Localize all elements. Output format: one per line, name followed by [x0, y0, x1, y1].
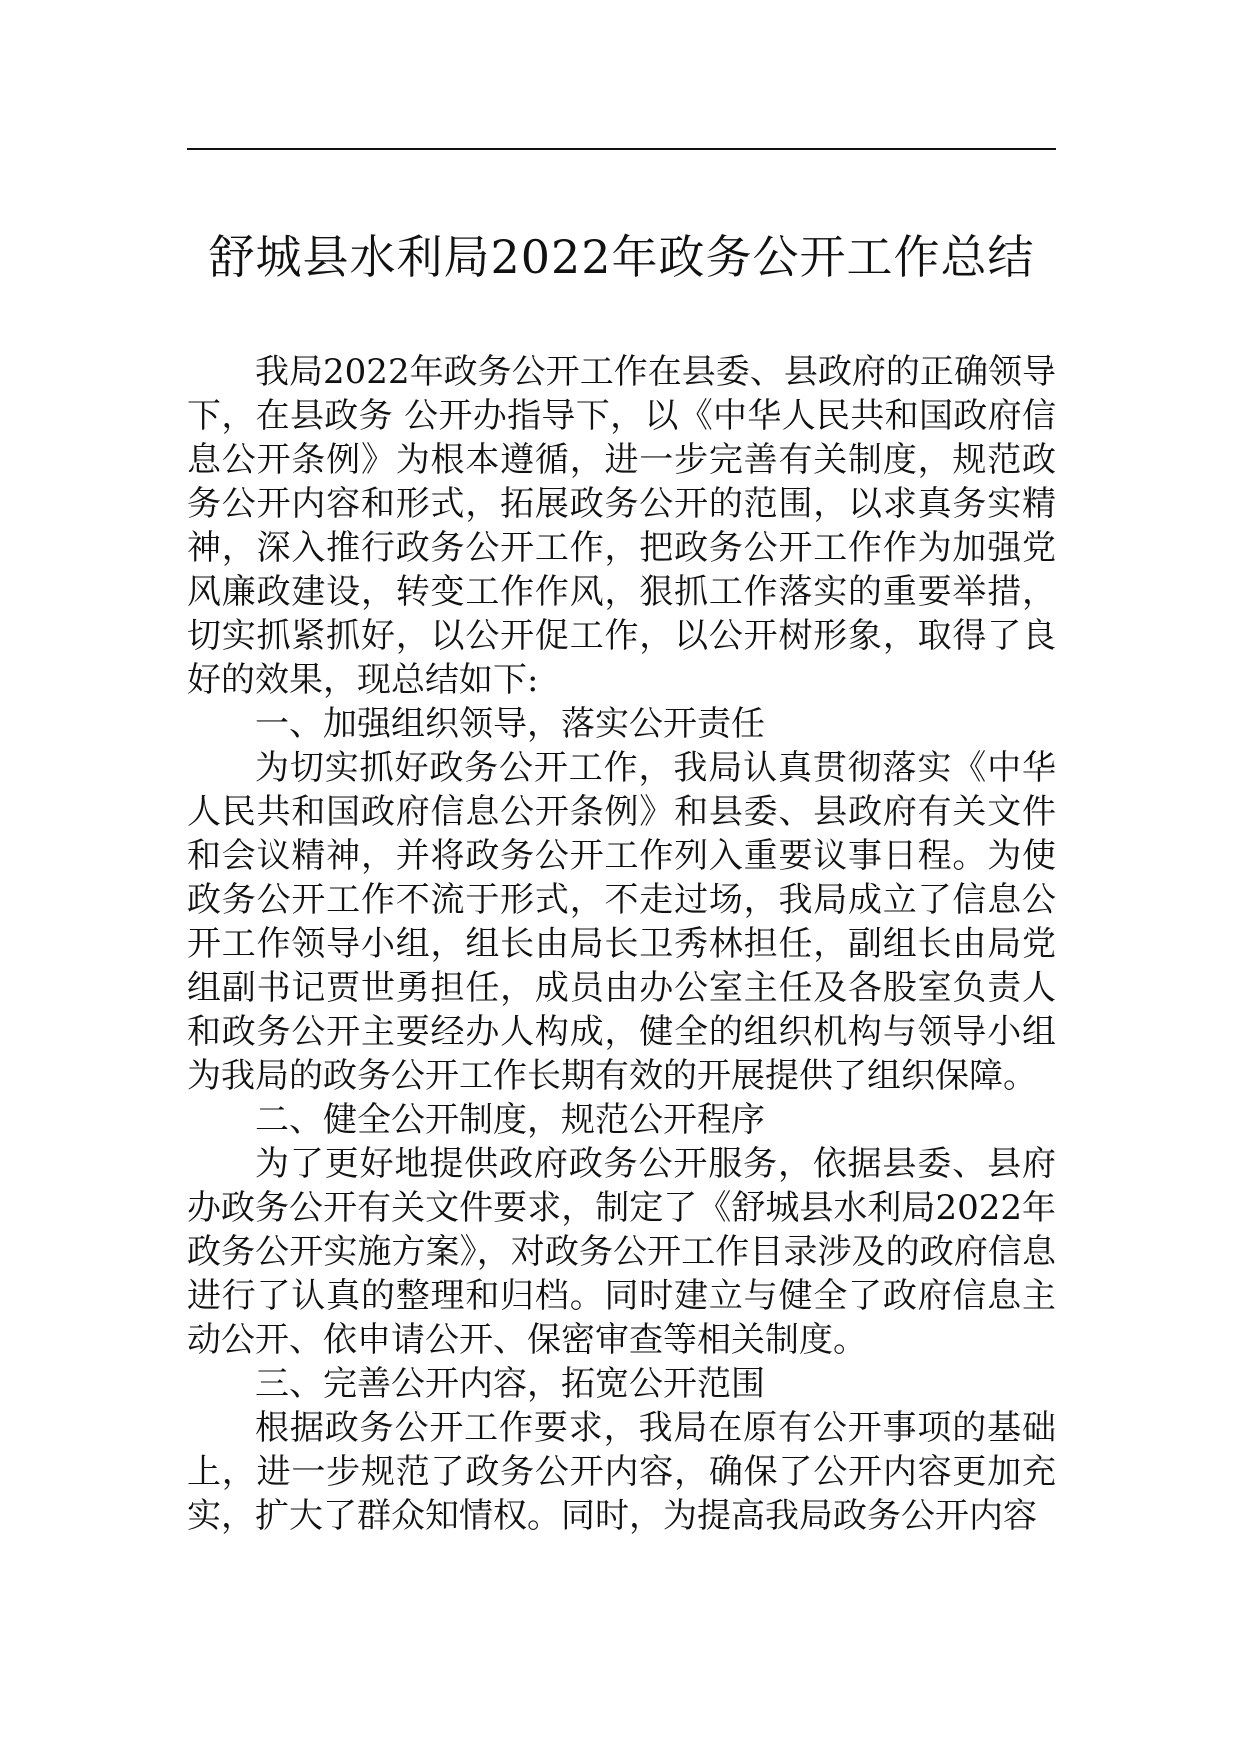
section-1-paragraph: 为切实抓好政务公开工作，我局认真贯彻落实《中华人民共和国政府信息公开条例》和县委、县政府有关文件和会议精神，并将政务公开工作列入重要议事日程。为使政务公开工作不流于形式，不走过场，我局成立了信息公开工作领导小组，组长由局长卫秀林担任，副组长由局党组副书记贾世勇担任，成员由办公室主任及各股室负责人和政务公开主要经办人构成，健全的组织机构与领导小组为我局的政务公开工作长期有效的开展提供了组织保障。 [187, 748, 1056, 1096]
document-body [187, 350, 1056, 1538]
header-rule [187, 148, 1056, 150]
section-2-paragraph: 为了更好地提供政府政务公开服务，依据县委、县府办政务公开有关文件要求，制定了《舒城县水利局2022年政务公开实施方案》，对政务公开工作目录涉及的政府信息进行了认真的整理和归档。同时建立与健全了政府信息主动公开、依申请公开、保密审查等相关制度。 [187, 1144, 1056, 1360]
section-3-heading: 三、完善公开内容，拓宽公开范围 [255, 1364, 765, 1404]
document-title: 舒城县水利局2022年政务公开工作总结 [208, 230, 1035, 284]
section-1-heading: 一、加强组织领导，落实公开责任 [255, 704, 765, 744]
intro-paragraph: 我局2022年政务公开工作在县委、县政府的正确领导下，在县政务 公开办指导下，以《中华人民共和国政府信息公开条例》为根本遵循，进一步完善有关制度，规范政务公开内容和形式，拓展政务公开的范围，以求真务实精神，深入推行政务公开工作，把政务公开工作作为加强党风廉政建设，转变工作作风，狠抓工作落实的重要举措，切实抓紧抓好，以公开促工作，以公开树形象，取得了良好的效果，现总结如下: [187, 352, 1056, 700]
section-2-heading: 二、健全公开制度，规范公开程序 [255, 1100, 765, 1140]
section-3-paragraph: 根据政务公开工作要求，我局在原有公开事项的基础上，进一步规范了政务公开内容，确保了公开内容更加充实，扩大了群众知情权。同时，为提高我局政务公开内容 [187, 1408, 1056, 1536]
